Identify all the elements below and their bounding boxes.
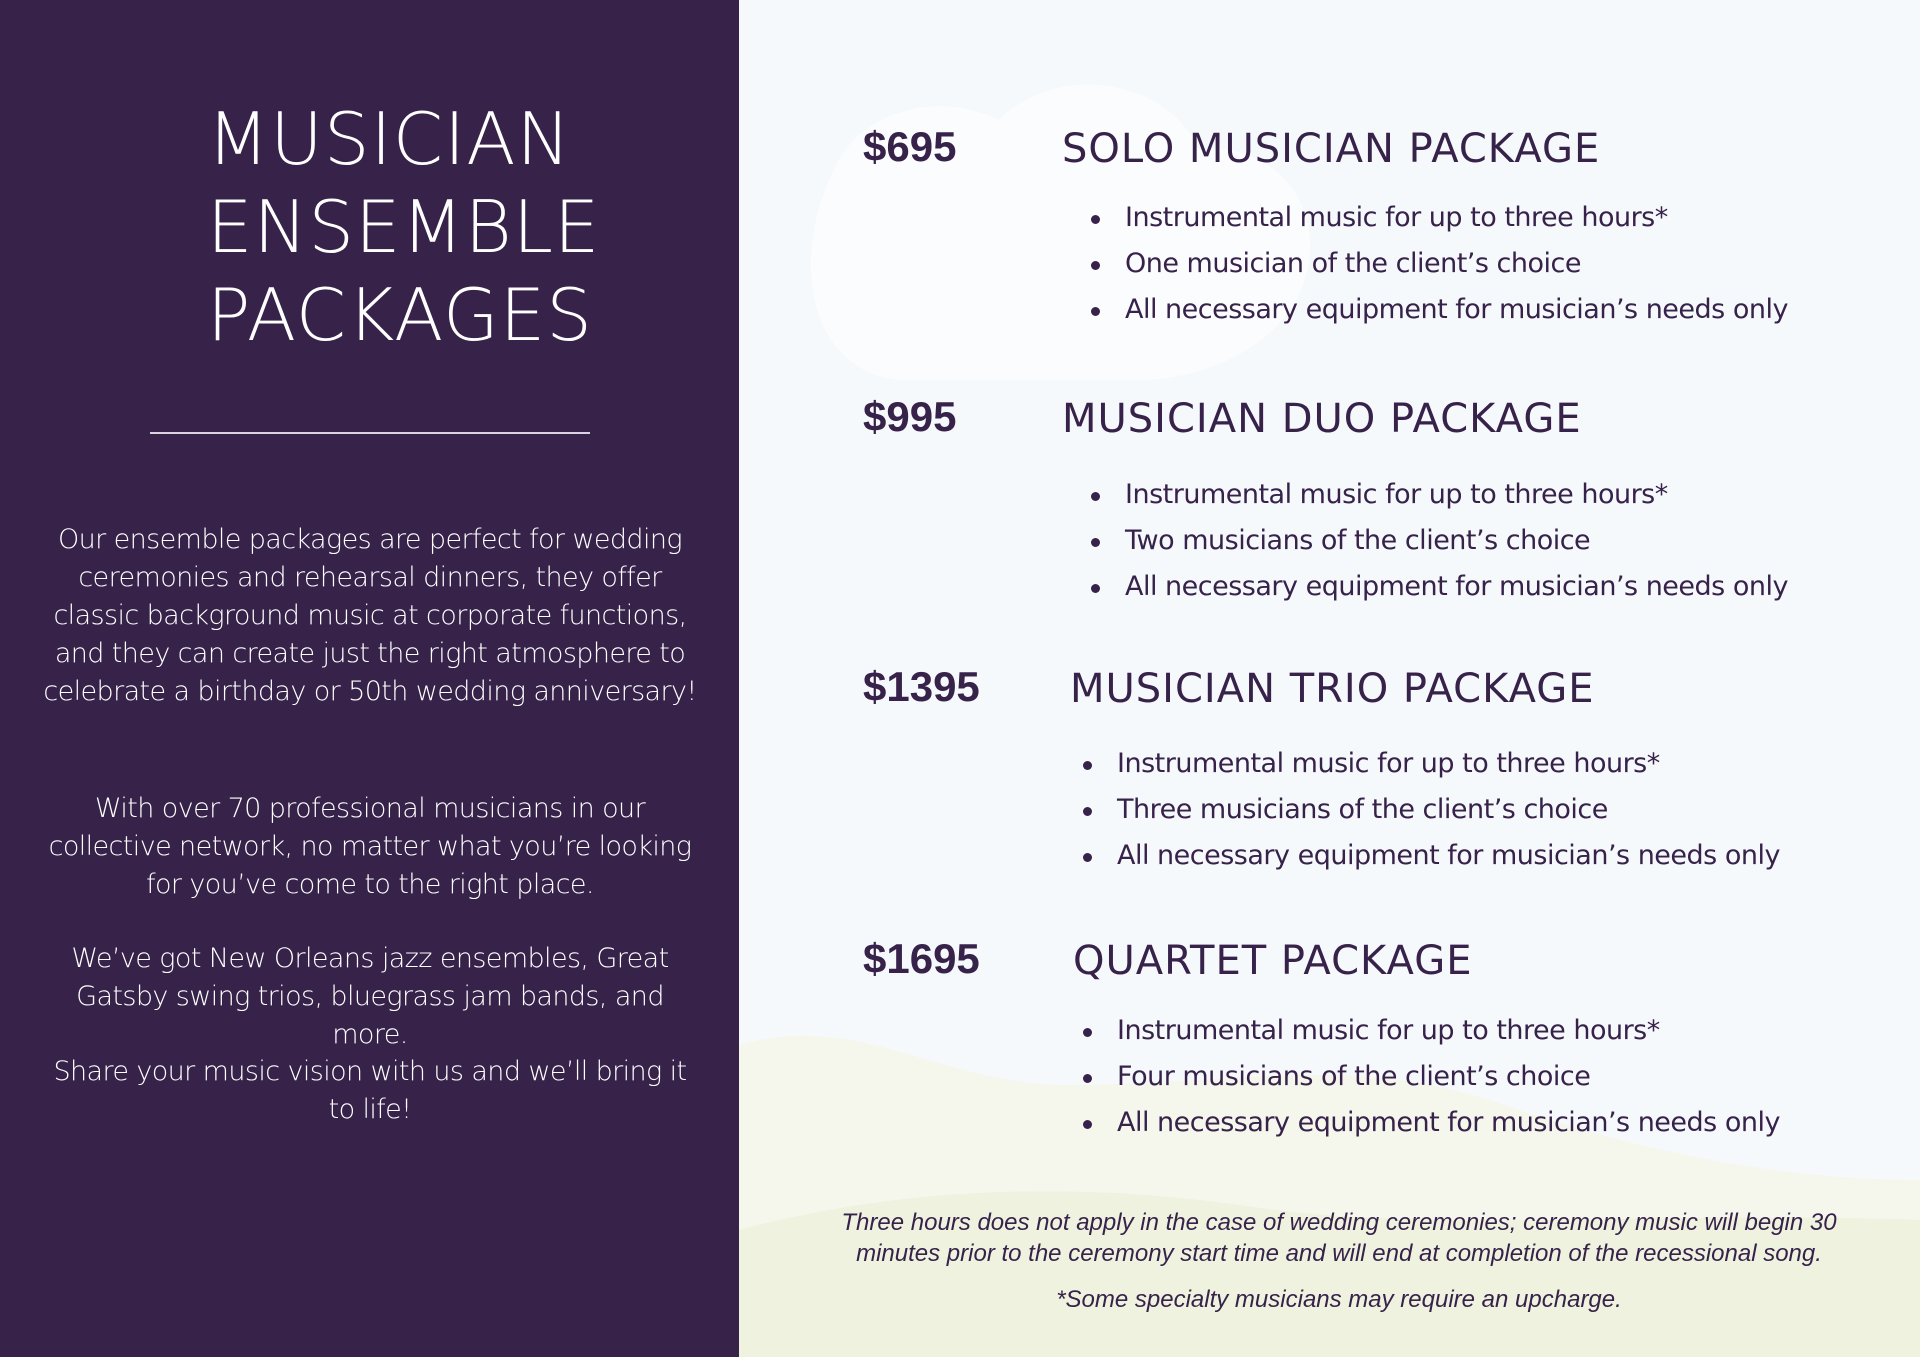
page-title [207, 95, 727, 359]
feature-item: Instrumental music for up to three hours* [1088, 195, 1788, 241]
footnote-ceremony: Three hours does not apply in the case of wedding ceremonies; ceremony music will begin 30 minutes prior to the ceremony start time and will end at completion of the recessional song. [841, 1209, 1837, 1267]
title-line-2: ENSEMBLE [207, 185, 601, 269]
package-price-duo: $995 [863, 393, 957, 440]
intro-paragraph-4: Share your music vision with us and we’ll bring it to life! [53, 1056, 687, 1125]
feature-item: All necessary equipment for musician’s needs only [1080, 1100, 1780, 1146]
intro-paragraph-1: Our ensemble packages are perfect for wedding ceremonies and rehearsal dinners, they offer classic background music at corporate functions, and they can create just the right atmosphere to celebrate a birthday or 50th wedding anniversary! [43, 524, 697, 707]
package-features-trio [1080, 741, 1780, 879]
feature-item: Instrumental music for up to three hours* [1080, 741, 1780, 787]
package-title-duo: MUSICIAN DUO PACKAGE [1062, 396, 1582, 442]
left-panel [0, 0, 739, 1357]
feature-item: Four musicians of the client’s choice [1080, 1054, 1780, 1100]
feature-item: All necessary equipment for musician’s needs only [1088, 287, 1788, 333]
package-price-trio: $1395 [863, 663, 980, 710]
feature-item: All necessary equipment for musician’s needs only [1088, 564, 1788, 610]
feature-item: One musician of the client’s choice [1088, 241, 1788, 287]
footnote-upcharge: *Some specialty musicians may require an upcharge. [1056, 1286, 1622, 1313]
feature-item: Two musicians of the client’s choice [1088, 518, 1788, 564]
feature-item: Instrumental music for up to three hours* [1080, 1008, 1780, 1054]
right-panel [739, 0, 1920, 1357]
package-title-trio: MUSICIAN TRIO PACKAGE [1070, 666, 1595, 712]
package-features-quartet [1080, 1008, 1780, 1146]
title-divider [150, 432, 590, 434]
feature-item: Three musicians of the client’s choice [1080, 787, 1780, 833]
package-features-solo [1088, 195, 1788, 333]
feature-item: Instrumental music for up to three hours* [1088, 472, 1788, 518]
package-price-quartet: $1695 [863, 935, 980, 982]
package-title-solo: SOLO MUSICIAN PACKAGE [1062, 126, 1601, 172]
feature-item: All necessary equipment for musician’s needs only [1080, 833, 1780, 879]
title-line-1: MUSICIAN [207, 97, 572, 181]
intro-paragraph-3: We’ve got New Orleans jazz ensembles, Great Gatsby swing trios, bluegrass jam bands, and more. [71, 943, 669, 1050]
package-features-duo [1088, 472, 1788, 610]
package-price-solo: $695 [863, 123, 957, 170]
package-title-quartet: QUARTET PACKAGE [1073, 938, 1473, 984]
intro-paragraph-2: With over 70 professional musicians in our collective network, no matter what you’re looking for you’ve come to the right place. [48, 793, 692, 900]
title-line-3: PACKAGES [207, 273, 593, 357]
